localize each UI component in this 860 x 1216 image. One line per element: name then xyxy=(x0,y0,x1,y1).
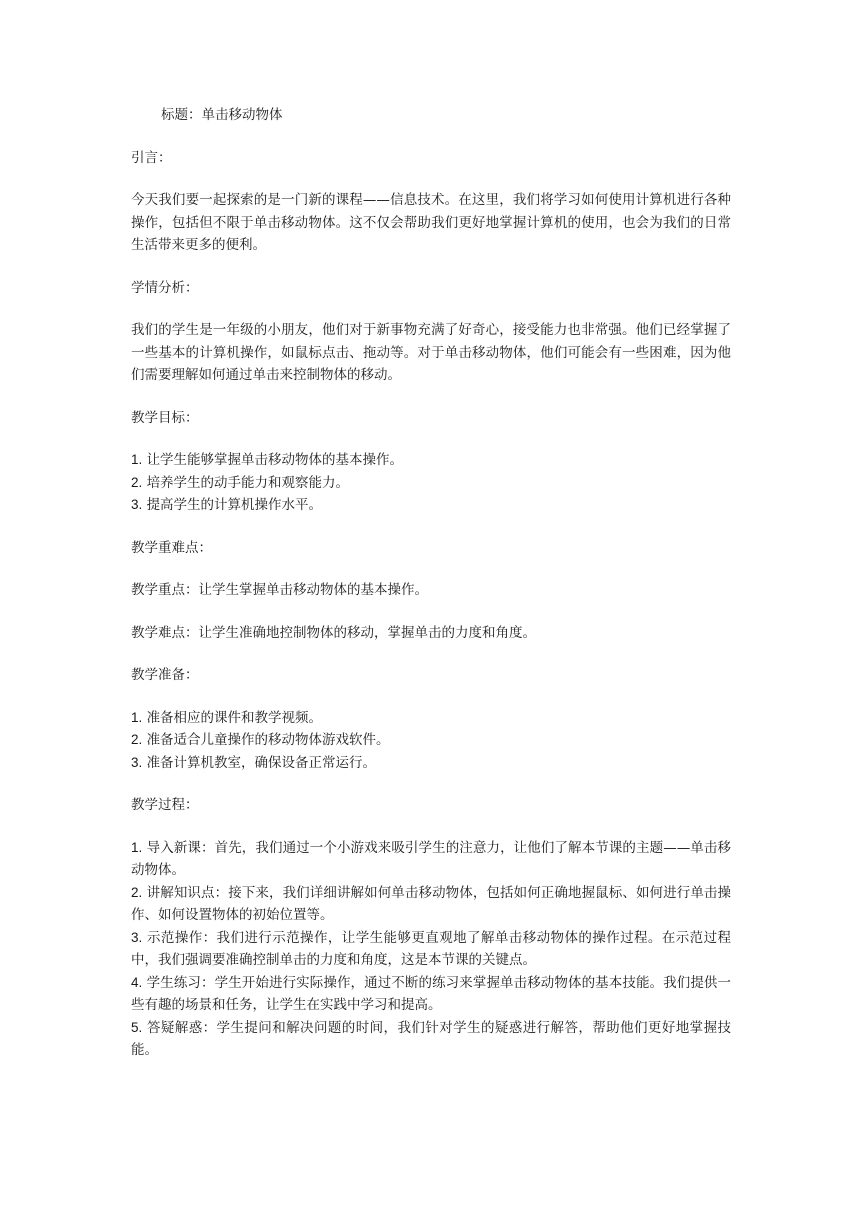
list-item-text: 培养学生的动手能力和观察能力。 xyxy=(146,474,350,491)
list-item-number: 2. xyxy=(131,884,143,900)
analysis-heading: 学情分析： xyxy=(131,279,199,296)
list-item-text: 提高学生的计算机操作水平。 xyxy=(146,497,323,513)
list-item xyxy=(131,449,731,472)
list-item xyxy=(131,707,731,730)
list-item-number: 2. xyxy=(131,474,143,490)
difficult-point-paragraph: 教学难点：让学生准确地控制物体的移动，掌握单击的力度和角度。 xyxy=(131,624,536,641)
list-item-number: 1. xyxy=(131,709,143,725)
list-item-number: 1. xyxy=(131,839,143,855)
keypoints-heading: 教学重难点： xyxy=(131,539,212,556)
list-item xyxy=(131,882,731,927)
process-list xyxy=(131,837,731,1062)
prep-list xyxy=(131,707,731,775)
list-item-text: 准备相应的课件和教学视频。 xyxy=(146,709,323,726)
list-item-text: 导入新课：首先，我们通过一个小游戏来吸引学生的注意力，让他们了解本节课的主题——单击移动物体。 xyxy=(131,839,731,878)
list-item-number: 3. xyxy=(131,929,143,945)
list-item-number: 2. xyxy=(131,732,143,747)
list-item-text: 示范操作：我们进行示范操作，让学生能够更直观地了解单击移动物体的操作过程。在示范过程中，我们强调要准确控制单击的力度和角度，这是本节课的关键点。 xyxy=(131,929,732,968)
list-item xyxy=(131,972,731,1017)
list-item xyxy=(131,837,731,882)
list-item xyxy=(131,927,731,972)
analysis-paragraph: 我们的学生是一年级的小朋友，他们对于新事物充满了好奇心，接受能力也非常强。他们已经掌握了一些基本的计算机操作，如鼠标点击、拖动等。对于单击移动物体，他们可能会有一些困难，因为他们需要理解如何通过单击来控制物体的移动。 xyxy=(131,322,731,383)
list-item-number: 5. xyxy=(131,1019,143,1035)
goals-heading: 教学目标： xyxy=(131,409,199,426)
document-title: 标题：单击移动物体 xyxy=(161,107,283,123)
prep-heading: 教学准备： xyxy=(131,667,199,683)
list-item-number: 1. xyxy=(131,452,143,467)
intro-heading: 引言： xyxy=(131,149,172,166)
list-item-text: 让学生能够掌握单击移动物体的基本操作。 xyxy=(146,452,404,468)
list-item-text: 答疑解惑：学生提问和解决问题的时间，我们针对学生的疑惑进行解答，帮助他们更好地掌握技能。 xyxy=(131,1019,732,1058)
list-item xyxy=(131,494,731,517)
list-item-number: 3. xyxy=(131,497,143,512)
list-item xyxy=(131,1017,731,1062)
list-item-number: 4. xyxy=(131,974,143,990)
goals-list xyxy=(131,449,731,517)
list-item-text: 讲解知识点：接下来，我们详细讲解如何单击移动物体，包括如何正确地握鼠标、如何进行单击操作、如何设置物体的初始位置等。 xyxy=(131,884,732,923)
list-item-text: 准备适合儿童操作的移动物体游戏软件。 xyxy=(146,732,390,748)
list-item-number: 3. xyxy=(131,754,143,770)
list-item-text: 学生练习：学生开始进行实际操作，通过不断的练习来掌握单击移动物体的基本技能。我们提供一些有趣的场景和任务，让学生在实践中学习和提高。 xyxy=(131,974,732,1013)
process-heading: 教学过程： xyxy=(131,797,199,813)
list-item-text: 准备计算机教室，确保设备正常运行。 xyxy=(146,754,377,771)
document-body xyxy=(131,104,731,1082)
list-item xyxy=(131,472,731,495)
list-item xyxy=(131,729,731,752)
key-point-paragraph: 教学重点：让学生掌握单击移动物体的基本操作。 xyxy=(131,582,428,598)
intro-paragraph: 今天我们要一起探索的是一门新的课程——信息技术。在这里，我们将学习如何使用计算机进行各种操作，包括但不限于单击移动物体。这不仅会帮助我们更好地掌握计算机的使用，也会为我们的日常生活带来更多的便利。 xyxy=(131,192,731,253)
list-item xyxy=(131,752,731,775)
